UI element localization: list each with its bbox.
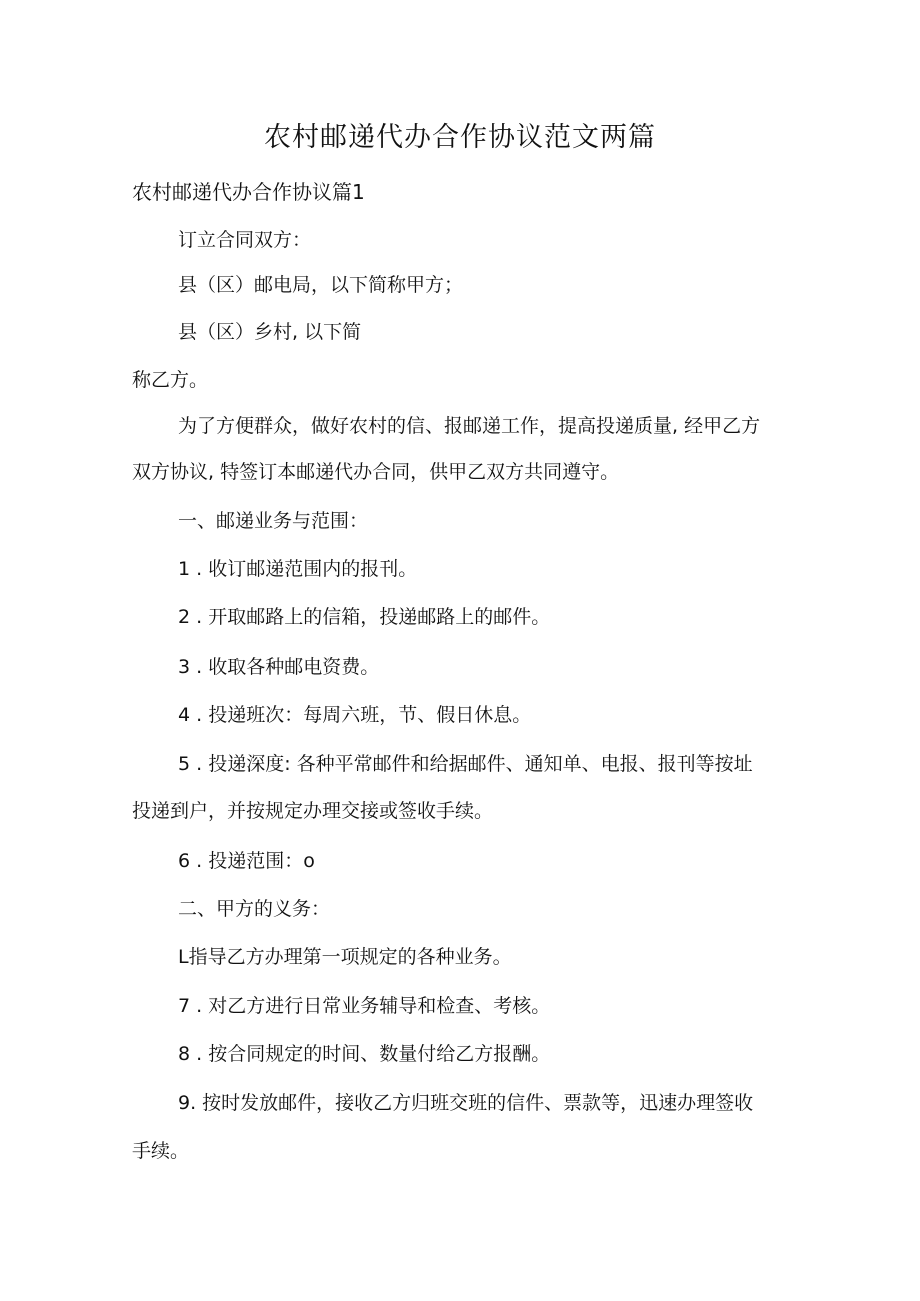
document-title: 农村邮递代办合作协议范文两篇: [264, 122, 656, 153]
paragraph-line: 称乙方。: [132, 369, 209, 391]
paragraph-line: 为了方便群众，做好农村的信、报邮递工作，提高投递质量, 经甲乙方: [178, 415, 761, 437]
list-item: 8 . 按合同规定的时间、数量付给乙方报酬。: [178, 1043, 551, 1065]
paragraph-line: 县（区）邮电局，以下简称甲方；: [178, 274, 464, 296]
list-item: 5 . 投递深度: 各种平常邮件和给据邮件、通知单、电报、报刊等按址: [178, 753, 753, 775]
list-item: 6 . 投递范围：o: [178, 850, 315, 872]
list-item: 1 . 收订邮递范围内的报刊。: [178, 558, 418, 580]
list-item: L指导乙方办理第一项规定的各种业务。: [178, 946, 512, 968]
list-item: 7 . 对乙方进行日常业务辅导和检查、考核。: [178, 995, 551, 1017]
paragraph-line: 订立合同双方：: [178, 229, 312, 251]
list-item: 9. 按时发放邮件，接收乙方归班交班的信件、票款等，迅速办理签收: [178, 1092, 754, 1114]
paragraph-line: 县（区）乡村, 以下简: [178, 321, 362, 343]
section-line: 一、邮递业务与范围：: [178, 510, 369, 532]
section-heading: 农村邮递代办合作协议篇1: [132, 180, 365, 204]
paragraph-line: 投递到户，并按规定办理交接或签收手续。: [132, 800, 494, 822]
list-item: 4 . 投递班次：每周六班，节、假日休息。: [178, 704, 532, 726]
list-item: 3 . 收取各种邮电资费。: [178, 656, 380, 678]
section-line: 二、甲方的义务：: [178, 898, 331, 920]
paragraph-line: 手续。: [132, 1140, 190, 1162]
paragraph-line: 双方协议, 特签订本邮递代办合同，供甲乙双方共同遵守。: [132, 461, 620, 483]
list-item: 2 . 开取邮路上的信箱，投递邮路上的邮件。: [178, 606, 551, 628]
